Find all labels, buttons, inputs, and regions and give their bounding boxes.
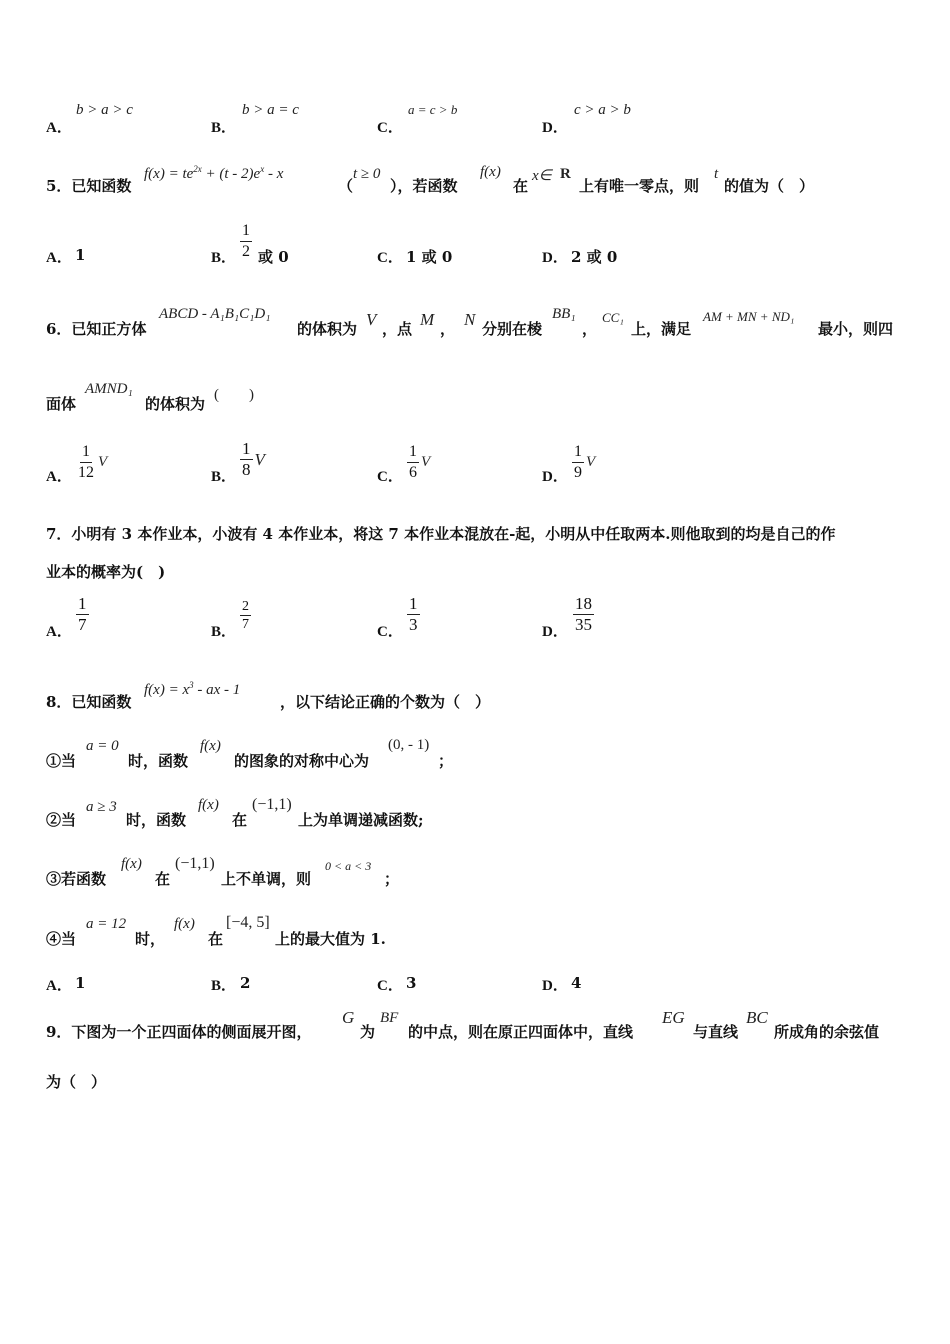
q6-cube: ABCD - A₁B₁C₁D₁	[159, 306, 271, 322]
q8-text1: ，以下结论正确的个数为（ ）	[280, 693, 491, 711]
q7-option-c-label: C．	[377, 624, 403, 640]
q6-line2-start: 面体	[46, 395, 77, 413]
q4-option-a-expr: b > a > c	[76, 102, 133, 118]
q5-text5: 的值为（ ）	[724, 177, 815, 195]
q6-line2-mid: 的体积为	[145, 395, 206, 413]
q8-s4-b: 时，	[135, 930, 166, 948]
q8-s3-interval: (−1,1)	[175, 855, 215, 872]
q8-option-d: 4	[571, 974, 582, 992]
q6-option-d: $\frac{1}{9}$ V	[574, 443, 596, 481]
q6-comma2: ，	[582, 320, 598, 338]
q7-line2: 业本的概率为( )	[46, 563, 166, 581]
q8-option-d-label: D．	[542, 978, 568, 994]
q4-option-d-label: D．	[542, 120, 568, 136]
q4-option-b-expr: b > a = c	[242, 102, 299, 118]
q8-option-c: 3	[406, 974, 417, 992]
q9-line-bc: BC	[746, 1008, 768, 1027]
q8-function: $f(x) = x^3$ - ax - 1	[144, 680, 241, 698]
q5-text3: 在	[513, 177, 529, 195]
q7-line1: 7．小明有 3 本作业本，小波有 4 本作业本，将这 7 本作业本混放在-起，小明从中任取两本.则他取到的均是自己的作	[46, 525, 836, 543]
q5-option-a: 1	[75, 246, 86, 264]
q5-real-set: R	[560, 166, 571, 182]
q8-s2-fx: f(x)	[198, 797, 219, 813]
q8-s2-interval: (−1,1)	[252, 796, 292, 813]
q5-stem-start: 5．已知函数	[46, 177, 132, 195]
q5-option-a-label: A．	[46, 250, 72, 266]
q6-volume-var: V	[366, 310, 377, 329]
q7-option-a-fraction: $\frac{1}{7}$	[78, 594, 87, 634]
q8-s1-fx: f(x)	[200, 738, 221, 754]
q8-s3-fx: f(x)	[121, 856, 142, 872]
q6-point-n: N	[464, 310, 476, 329]
q5-option-c-label: C．	[377, 250, 403, 266]
q7-option-a-label: A．	[46, 624, 72, 640]
q8-s2-cond: a ≥ 3	[86, 799, 117, 815]
q8-s1-point: (0, - 1)	[388, 737, 430, 753]
q6-text2: ，点	[382, 320, 413, 338]
q4-option-a-label: A．	[46, 120, 72, 136]
q6-option-a-label: A．	[46, 469, 72, 485]
q8-s4-interval: [−4, 5]	[226, 914, 270, 931]
q6-sum: AM + MN + ND₁	[703, 309, 795, 324]
q5-option-d-label: D．	[542, 250, 568, 266]
q8-s3-b: 在	[155, 870, 171, 888]
q6-stem-start: 6．已知正方体	[46, 320, 147, 338]
q8-s1-cond: a = 0	[86, 738, 119, 754]
q7-option-b-label: B．	[211, 624, 237, 640]
q6-option-d-label: D．	[542, 469, 568, 485]
q6-option-a: $\frac{1}{12}$ V	[78, 443, 108, 481]
q5-option-b-label: B．	[211, 250, 237, 266]
q5-function: $f(x) = te^{2x} + (t - 2)e^x - x$	[144, 164, 284, 182]
q7-option-d-label: D．	[542, 624, 568, 640]
q8-s4-cond: a = 12	[86, 916, 127, 932]
q8-option-b-label: B．	[211, 978, 237, 994]
q5-domain: x∈	[532, 168, 552, 184]
q5-option-b-fraction: $\frac{1}{2}$	[242, 222, 250, 260]
q6-text3: 分别在棱	[482, 320, 543, 338]
q5-option-c: 1 或 0	[406, 248, 453, 266]
q4-option-b-label: B．	[211, 120, 237, 136]
q6-point-m: M	[420, 310, 435, 329]
q8-s1-a: ①当	[46, 752, 77, 770]
q8-s3-d: ；	[384, 870, 400, 888]
q6-edge-bb1: BB₁	[552, 306, 576, 322]
q8-s4-d: 上的最大值为 1.	[275, 930, 386, 948]
q6-option-b: $\frac{1}{8}$ V	[242, 439, 265, 479]
q8-s4-a: ④当	[46, 930, 77, 948]
q6-tetrahedron: AMND₁	[85, 381, 133, 397]
q8-s1-d: ；	[438, 752, 454, 770]
q6-option-c: $\frac{1}{6}$ V	[409, 443, 431, 481]
q6-text4: 上，满足	[631, 320, 692, 338]
q5-option-b-tail: 或 0	[258, 248, 289, 266]
q8-s2-c: 在	[232, 811, 248, 829]
q8-s4-fx: f(x)	[174, 916, 195, 932]
q8-s1-c: 的图象的对称中心为	[234, 752, 370, 770]
q8-s2-d: 上为单调递减函数;	[298, 811, 424, 829]
q5-paren-open: （	[338, 177, 354, 195]
q6-text1: 的体积为	[297, 320, 358, 338]
q9-text3: 与直线	[693, 1023, 739, 1041]
q9-stem-start: 9．下图为一个正四面体的侧面展开图，	[46, 1023, 312, 1041]
q5-t: t	[714, 166, 719, 182]
q4-option-c-label: C．	[377, 120, 403, 136]
q5-text2: ），若函数	[390, 177, 458, 195]
q5-condition: t ≥ 0	[353, 166, 381, 182]
q8-s4-c: 在	[208, 930, 224, 948]
q9-text4: 所成角的余弦值	[774, 1023, 880, 1041]
q8-s3-cond: 0 < a < 3	[325, 859, 372, 873]
q8-s2-a: ②当	[46, 811, 77, 829]
q8-option-a-label: A．	[46, 978, 72, 994]
q7-option-d-fraction: $\frac{18}{35}$	[575, 594, 592, 634]
q8-stem-start: 8．已知函数	[46, 693, 132, 711]
q6-option-b-label: B．	[211, 469, 237, 485]
q9-line-eg: EG	[662, 1008, 685, 1027]
q9-point-g: G	[342, 1008, 355, 1027]
q6-comma: ，	[440, 320, 456, 338]
q4-option-c-expr: a = c > b	[408, 102, 458, 117]
q5-fx: f(x)	[480, 164, 501, 180]
q7-option-b-fraction: $\frac{2}{7}$	[242, 599, 249, 632]
q9-text2: 的中点，则在原正四面体中，直线	[408, 1023, 634, 1041]
q8-option-a: 1	[75, 974, 86, 992]
q5-text4: 上有唯一零点，则	[579, 177, 700, 195]
q9-segment-bf: BF	[380, 1010, 399, 1026]
q8-s3-c: 上不单调，则	[221, 870, 312, 888]
q8-option-c-label: C．	[377, 978, 403, 994]
q8-s1-b: 时，函数	[128, 752, 189, 770]
q6-option-c-label: C．	[377, 469, 403, 485]
q4-option-d-expr: c > a > b	[574, 102, 631, 118]
q8-s2-b: 时，函数	[126, 811, 187, 829]
q8-option-b: 2	[240, 974, 251, 992]
q9-line2: 为（ ）	[46, 1073, 107, 1091]
q6-edge-cc1: CC₁	[602, 310, 624, 325]
q5-option-d: 2 或 0	[571, 248, 618, 266]
q6-answer-paren: ( )	[214, 387, 254, 403]
q6-text5: 最小，则四	[818, 320, 894, 338]
q8-s3-a: ③若函数	[46, 870, 107, 888]
q9-text1: 为	[360, 1023, 376, 1041]
q7-option-c-fraction: $\frac{1}{3}$	[409, 594, 418, 634]
